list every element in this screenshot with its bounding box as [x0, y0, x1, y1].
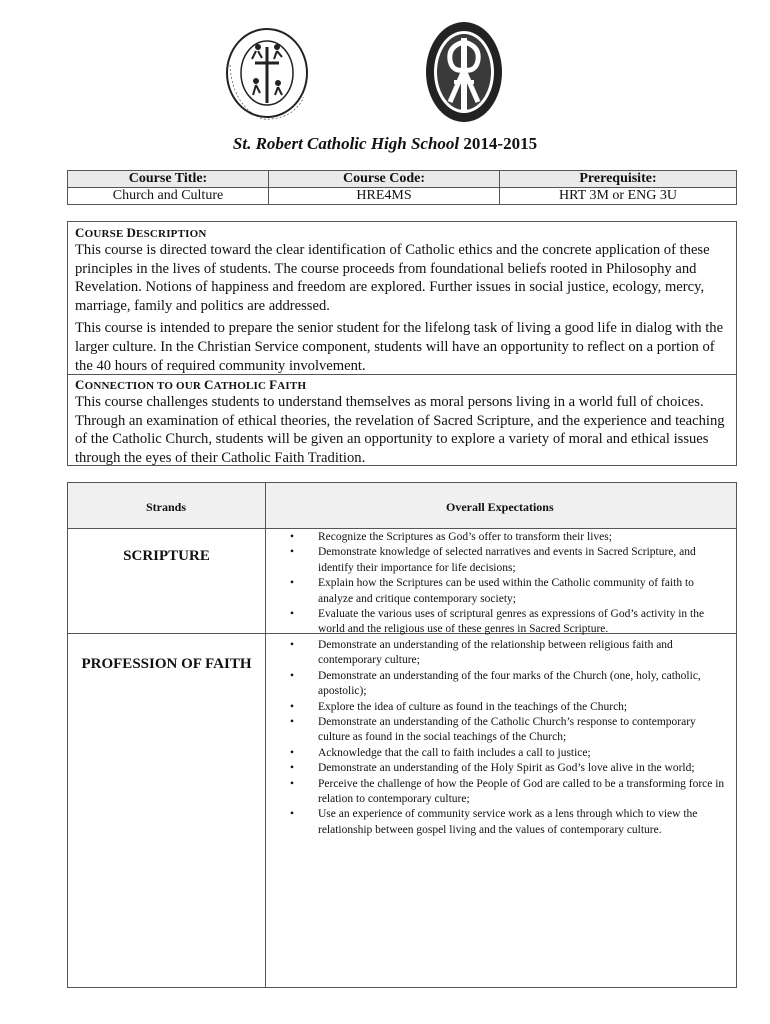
scripture-expectations-list: [278, 530, 730, 638]
page-title: [0, 134, 770, 154]
strand-scripture: SCRIPTURE: [123, 548, 210, 564]
list-item: • Evaluate the various uses of scriptural genres as expressions of God’s activity in the world and the religious use of these genres in Sacred Scripture.: [278, 607, 730, 638]
list-item: • Acknowledge that the call to faith includes a call to justice;: [278, 746, 730, 761]
list-item: • Use an experience of community service work as a lens through which to view the relationship between gospel living and the values of contemporary culture.: [278, 807, 730, 838]
strands-column-header: Strands: [146, 500, 187, 514]
school-board-logo: [222, 25, 312, 125]
school-name: St. Robert Catholic High School: [232, 134, 460, 153]
list-item: • Explore the idea of culture as found in the teachings of the Church;: [278, 700, 730, 715]
list-item: • Demonstrate an understanding of the relationship between religious faith and contemporary culture;: [278, 638, 730, 669]
strands-table: [67, 482, 737, 988]
expectations-column-header: Overall Expectations: [446, 500, 554, 514]
strand-profession-of-faith: PROFESSION OF FAITH: [81, 656, 252, 672]
course-description-paragraph-1: This course is directed toward the clear identification of Catholic ethics and the concrete application of these principles in the lives of students. The course proceeds from foundational beliefs rooted in Philosophy and Revelation. Notions of happiness and freedom are explored. Further issues in social justice, ecology, mercy, marriage, family and politics are addressed.: [75, 242, 710, 314]
list-item: • Explain how the Scriptures can be used within the Catholic community of faith to analyze and critique contemporary society;: [278, 576, 730, 607]
course-info-value-row: [68, 188, 737, 205]
section-divider: [68, 374, 736, 375]
course-code-header: Course Code:: [269, 171, 500, 188]
list-item: • Perceive the challenge of how the People of God are called to be a transforming force in relation to contemporary culture;: [278, 777, 730, 808]
list-item: • Demonstrate knowledge of selected narratives and events in Sacred Scripture, and identify their importance for life decisions;: [278, 545, 730, 576]
course-description-heading: COURSE DESCRIPTION: [75, 225, 207, 240]
catholic-faith-section: [75, 378, 733, 467]
list-item: • Demonstrate an understanding of the Holy Spirit as God’s love alive in the world;: [278, 761, 730, 776]
profession-of-faith-expectations-list: [278, 638, 730, 838]
course-info-header-row: [68, 171, 737, 188]
course-title-header: Course Title:: [68, 171, 269, 188]
catholic-faith-paragraph: This course challenges students to understand themselves as moral persons living in a world full of choices. Through an examination of ethical theories, the revelation of Sacred Scripture, and the experience and teaching of the Catholic Church, students will be given an opportunity to explore a variety of moral and ethical issues through the eyes of their Catholic Faith Tradition.: [75, 394, 725, 466]
course-description-section: [75, 226, 733, 375]
course-title-value: Church and Culture: [68, 188, 269, 205]
catholic-faith-heading: CONNECTION TO OUR CATHOLIC FAITH: [75, 377, 307, 392]
course-code-value: HRE4MS: [269, 188, 500, 205]
list-item: • Recognize the Scriptures as God’s offer to transform their lives;: [278, 530, 730, 545]
list-item: • Demonstrate an understanding of the four marks of the Church (one, holy, catholic, apostolic);: [278, 669, 730, 700]
list-item: • Demonstrate an understanding of the Catholic Church’s response to contemporary culture as found in the social teachings of the Church;: [278, 715, 730, 746]
prerequisite-value: HRT 3M or ENG 3U: [500, 188, 737, 205]
course-info-table: [67, 170, 737, 205]
school-year: 2014-2015: [463, 134, 538, 153]
school-crest-logo: [424, 20, 504, 124]
prerequisite-header: Prerequisite:: [500, 171, 737, 188]
course-description-paragraph-2: This course is intended to prepare the senior student for the lifelong task of living a good life in dialog with the larger culture. In the Christian Service component, students will have an opportunity to reflect on a portion of the 40 hours of required community involvement.: [75, 320, 724, 374]
course-description-box: [67, 221, 737, 466]
